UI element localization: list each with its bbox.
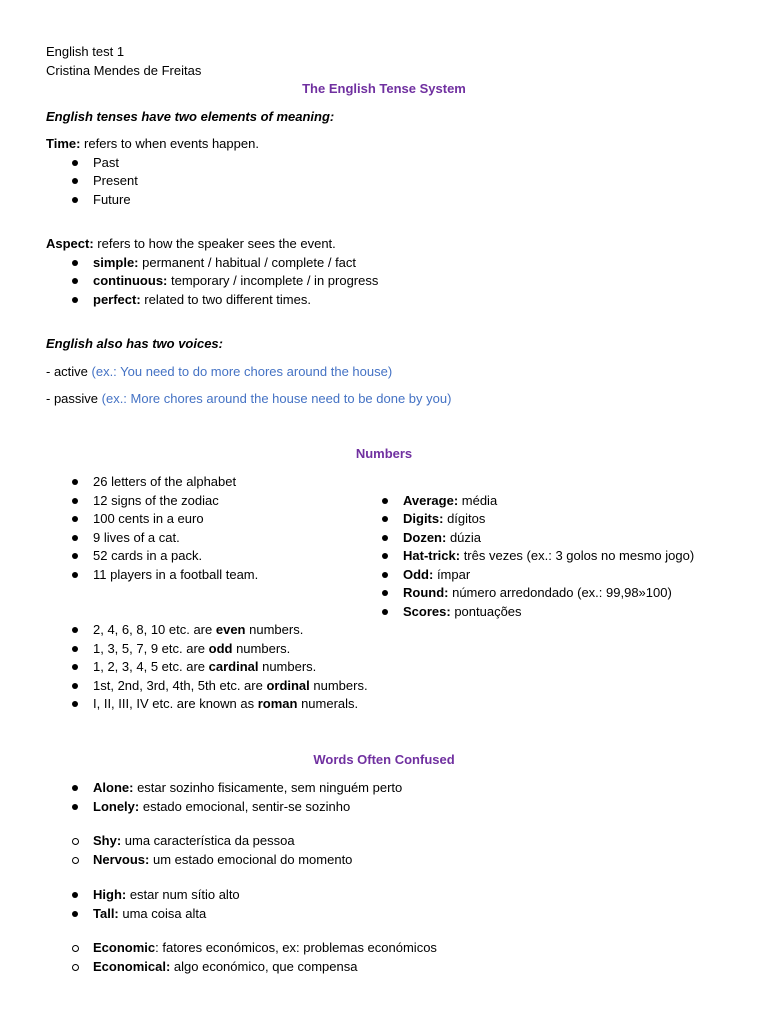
list-item (46, 658, 726, 677)
term: Tall: (93, 905, 119, 921)
term: Economic (93, 940, 156, 955)
list-item: 9 lives of a cat. (46, 529, 366, 548)
text: numbers. (245, 622, 304, 637)
list-item (46, 939, 726, 958)
words-confused-title: Words Often Confused (313, 751, 455, 767)
definition: estar sozinho fisicamente, sem ninguém perto (133, 780, 403, 795)
passive-label: - passive (46, 391, 102, 406)
term: Scores: (403, 603, 451, 619)
list-item (356, 510, 726, 529)
time-list (46, 154, 726, 210)
term: even (215, 622, 246, 637)
aspect-def: refers to how the speaker sees the event. (93, 236, 336, 251)
term: Hat-trick: (403, 548, 461, 563)
aspect-term: Aspect: (46, 236, 94, 251)
list-item (46, 832, 726, 851)
tense-system-title: The English Tense System (302, 81, 466, 96)
term: cardinal (208, 659, 259, 674)
list-item (46, 621, 726, 640)
list-item: 26 letters of the alphabet (46, 473, 366, 492)
time-term: Time: (46, 136, 81, 151)
text: 2, 4, 6, 8, 10 etc. are (93, 622, 216, 637)
numbers-facts-list (46, 473, 366, 584)
aspect-definition (46, 235, 726, 254)
tense-intro: English tenses have two elements of meaning: (46, 108, 335, 124)
list-item (46, 677, 726, 696)
text: 1, 3, 5, 7, 9 etc. are (93, 640, 209, 656)
list-item (46, 905, 726, 924)
term: odd (208, 640, 233, 656)
time-definition (46, 135, 726, 154)
definition: três vezes (ex.: 3 golos no mesmo jogo) (460, 548, 695, 563)
number-kinds-list (46, 621, 726, 714)
list-item (356, 566, 726, 585)
list-item: Past (46, 154, 726, 173)
term: Average: (403, 492, 459, 508)
term: Round: (403, 585, 449, 600)
list-item (46, 272, 726, 291)
time-def: refers to when events happen. (80, 136, 259, 151)
definition: temporary / incomplete / in progress (167, 273, 379, 288)
numbers-columns (46, 473, 726, 621)
list-item (46, 291, 726, 310)
list-item (46, 640, 726, 659)
active-example: (ex.: You need to do more chores around the house) (91, 363, 393, 379)
active-voice-line (46, 363, 726, 382)
term: Economical: (93, 958, 171, 974)
term: ordinal (266, 677, 310, 693)
text: numbers. (258, 659, 317, 674)
list-item (356, 547, 726, 566)
list-item (46, 886, 726, 905)
term: Odd: (403, 566, 434, 582)
list-item (356, 492, 726, 511)
list-item (356, 529, 726, 548)
list-item (46, 851, 726, 870)
definition: permanent / habitual / complete / fact (138, 254, 357, 270)
definition: algo económico, que compensa (170, 958, 358, 974)
term: Lonely: (93, 798, 140, 814)
list-item (46, 958, 726, 977)
definition: ímpar (433, 566, 471, 582)
list-item (356, 603, 726, 622)
confused-group-3 (46, 886, 726, 923)
definition: related to two different times. (140, 291, 311, 307)
list-item: 12 signs of the zodiac (46, 492, 366, 511)
term: perfect: (93, 291, 141, 307)
text: numbers. (232, 640, 291, 656)
confused-group-1 (46, 779, 726, 816)
list-item: Future (46, 191, 726, 210)
confused-group-2 (46, 832, 726, 869)
definition: estado emocional, sentir-se sozinho (139, 798, 351, 814)
list-item (46, 695, 726, 714)
term: Nervous: (93, 851, 150, 867)
term: Alone: (93, 780, 134, 795)
term: Dozen: (403, 529, 447, 545)
numbers-vocab-list (356, 492, 726, 622)
voices-intro: English also has two voices: (46, 336, 223, 351)
doc-header-line1: English test 1 (46, 44, 125, 59)
definition: : fatores económicos, ex: problemas económicos (155, 940, 437, 955)
definition: uma coisa alta (118, 905, 207, 921)
term: simple: (93, 254, 139, 270)
passive-example: (ex.: More chores around the house need to be done by you) (101, 391, 452, 406)
text: 1st, 2nd, 3rd, 4th, 5th etc. are (93, 677, 267, 693)
list-item: 52 cards in a pack. (46, 547, 366, 566)
term: continuous: (93, 273, 168, 288)
definition: número arredondado (ex.: 99,98»100) (448, 585, 672, 600)
definition: um estado emocional do momento (149, 851, 353, 867)
list-item (46, 254, 726, 273)
document-page (46, 43, 726, 976)
list-item: 100 cents in a euro (46, 510, 366, 529)
active-label: - active (46, 363, 92, 379)
confused-group-4 (46, 939, 726, 976)
term: High: (93, 887, 127, 902)
text: numerals. (297, 696, 359, 711)
term: Shy: (93, 833, 122, 848)
definition: estar num sítio alto (126, 887, 240, 902)
numbers-title: Numbers (355, 445, 413, 461)
list-item (46, 798, 726, 817)
list-item (356, 584, 726, 603)
text: 1, 2, 3, 4, 5 etc. are (93, 659, 209, 674)
doc-header-line2: Cristina Mendes de Freitas (46, 62, 202, 78)
list-item: 11 players in a football team. (46, 566, 366, 585)
passive-voice-line (46, 390, 726, 409)
definition: dígitos (443, 511, 486, 526)
aspect-list (46, 254, 726, 310)
definition: média (458, 492, 498, 508)
list-item (46, 779, 726, 798)
definition: uma característica da pessoa (121, 833, 295, 848)
definition: dúzia (446, 529, 482, 545)
definition: pontuações (450, 603, 522, 619)
list-item: Present (46, 172, 726, 191)
text: numbers. (309, 677, 368, 693)
term: Digits: (403, 511, 444, 526)
text: I, II, III, IV etc. are known as (93, 696, 258, 711)
term: roman (257, 696, 298, 711)
